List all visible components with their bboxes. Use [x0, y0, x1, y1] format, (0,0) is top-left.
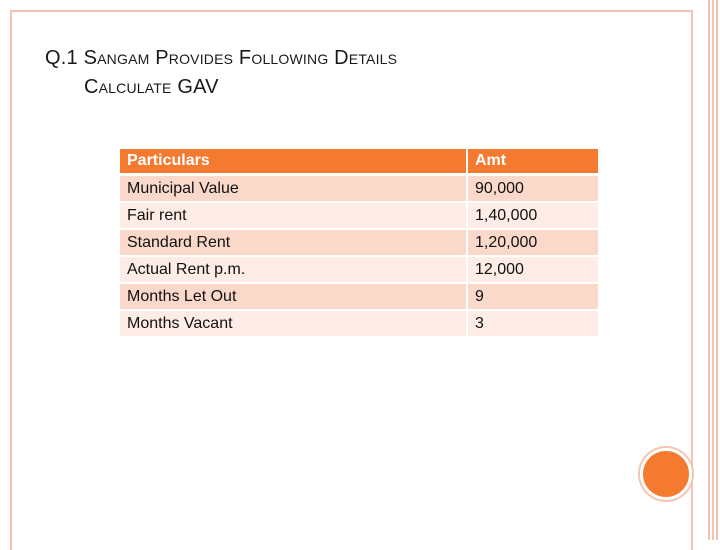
- table-row: [120, 257, 600, 284]
- table-row: [120, 311, 600, 338]
- row-amount: 12,000: [468, 257, 600, 284]
- header-amount: Amt: [468, 149, 600, 176]
- row-label: Standard Rent: [120, 230, 468, 257]
- table-header-row: [120, 149, 600, 176]
- row-label: Months Let Out: [120, 284, 468, 311]
- title-line-1: Q.1 Sangam Provides Following Details: [45, 47, 398, 69]
- row-amount: 1,40,000: [468, 203, 600, 230]
- title-line-2: Calculate GAV: [84, 76, 219, 98]
- row-label: Actual Rent p.m.: [120, 257, 468, 284]
- table-row: [120, 284, 600, 311]
- row-amount: 90,000: [468, 176, 600, 203]
- details-table: [120, 149, 600, 338]
- table-row: [120, 230, 600, 257]
- row-amount: 1,20,000: [468, 230, 600, 257]
- row-label: Fair rent: [120, 203, 468, 230]
- table-row: [120, 203, 600, 230]
- slide-title: [45, 44, 605, 102]
- header-particulars: Particulars: [120, 149, 468, 176]
- row-amount: 9: [468, 284, 600, 311]
- table-row: [120, 176, 600, 203]
- row-amount: 3: [468, 311, 600, 338]
- decorative-rule: [712, 0, 714, 540]
- decorative-orb: [640, 448, 692, 500]
- decorative-rule: [708, 0, 710, 540]
- row-label: Months Vacant: [120, 311, 468, 338]
- decorative-rule: [716, 0, 718, 540]
- row-label: Municipal Value: [120, 176, 468, 203]
